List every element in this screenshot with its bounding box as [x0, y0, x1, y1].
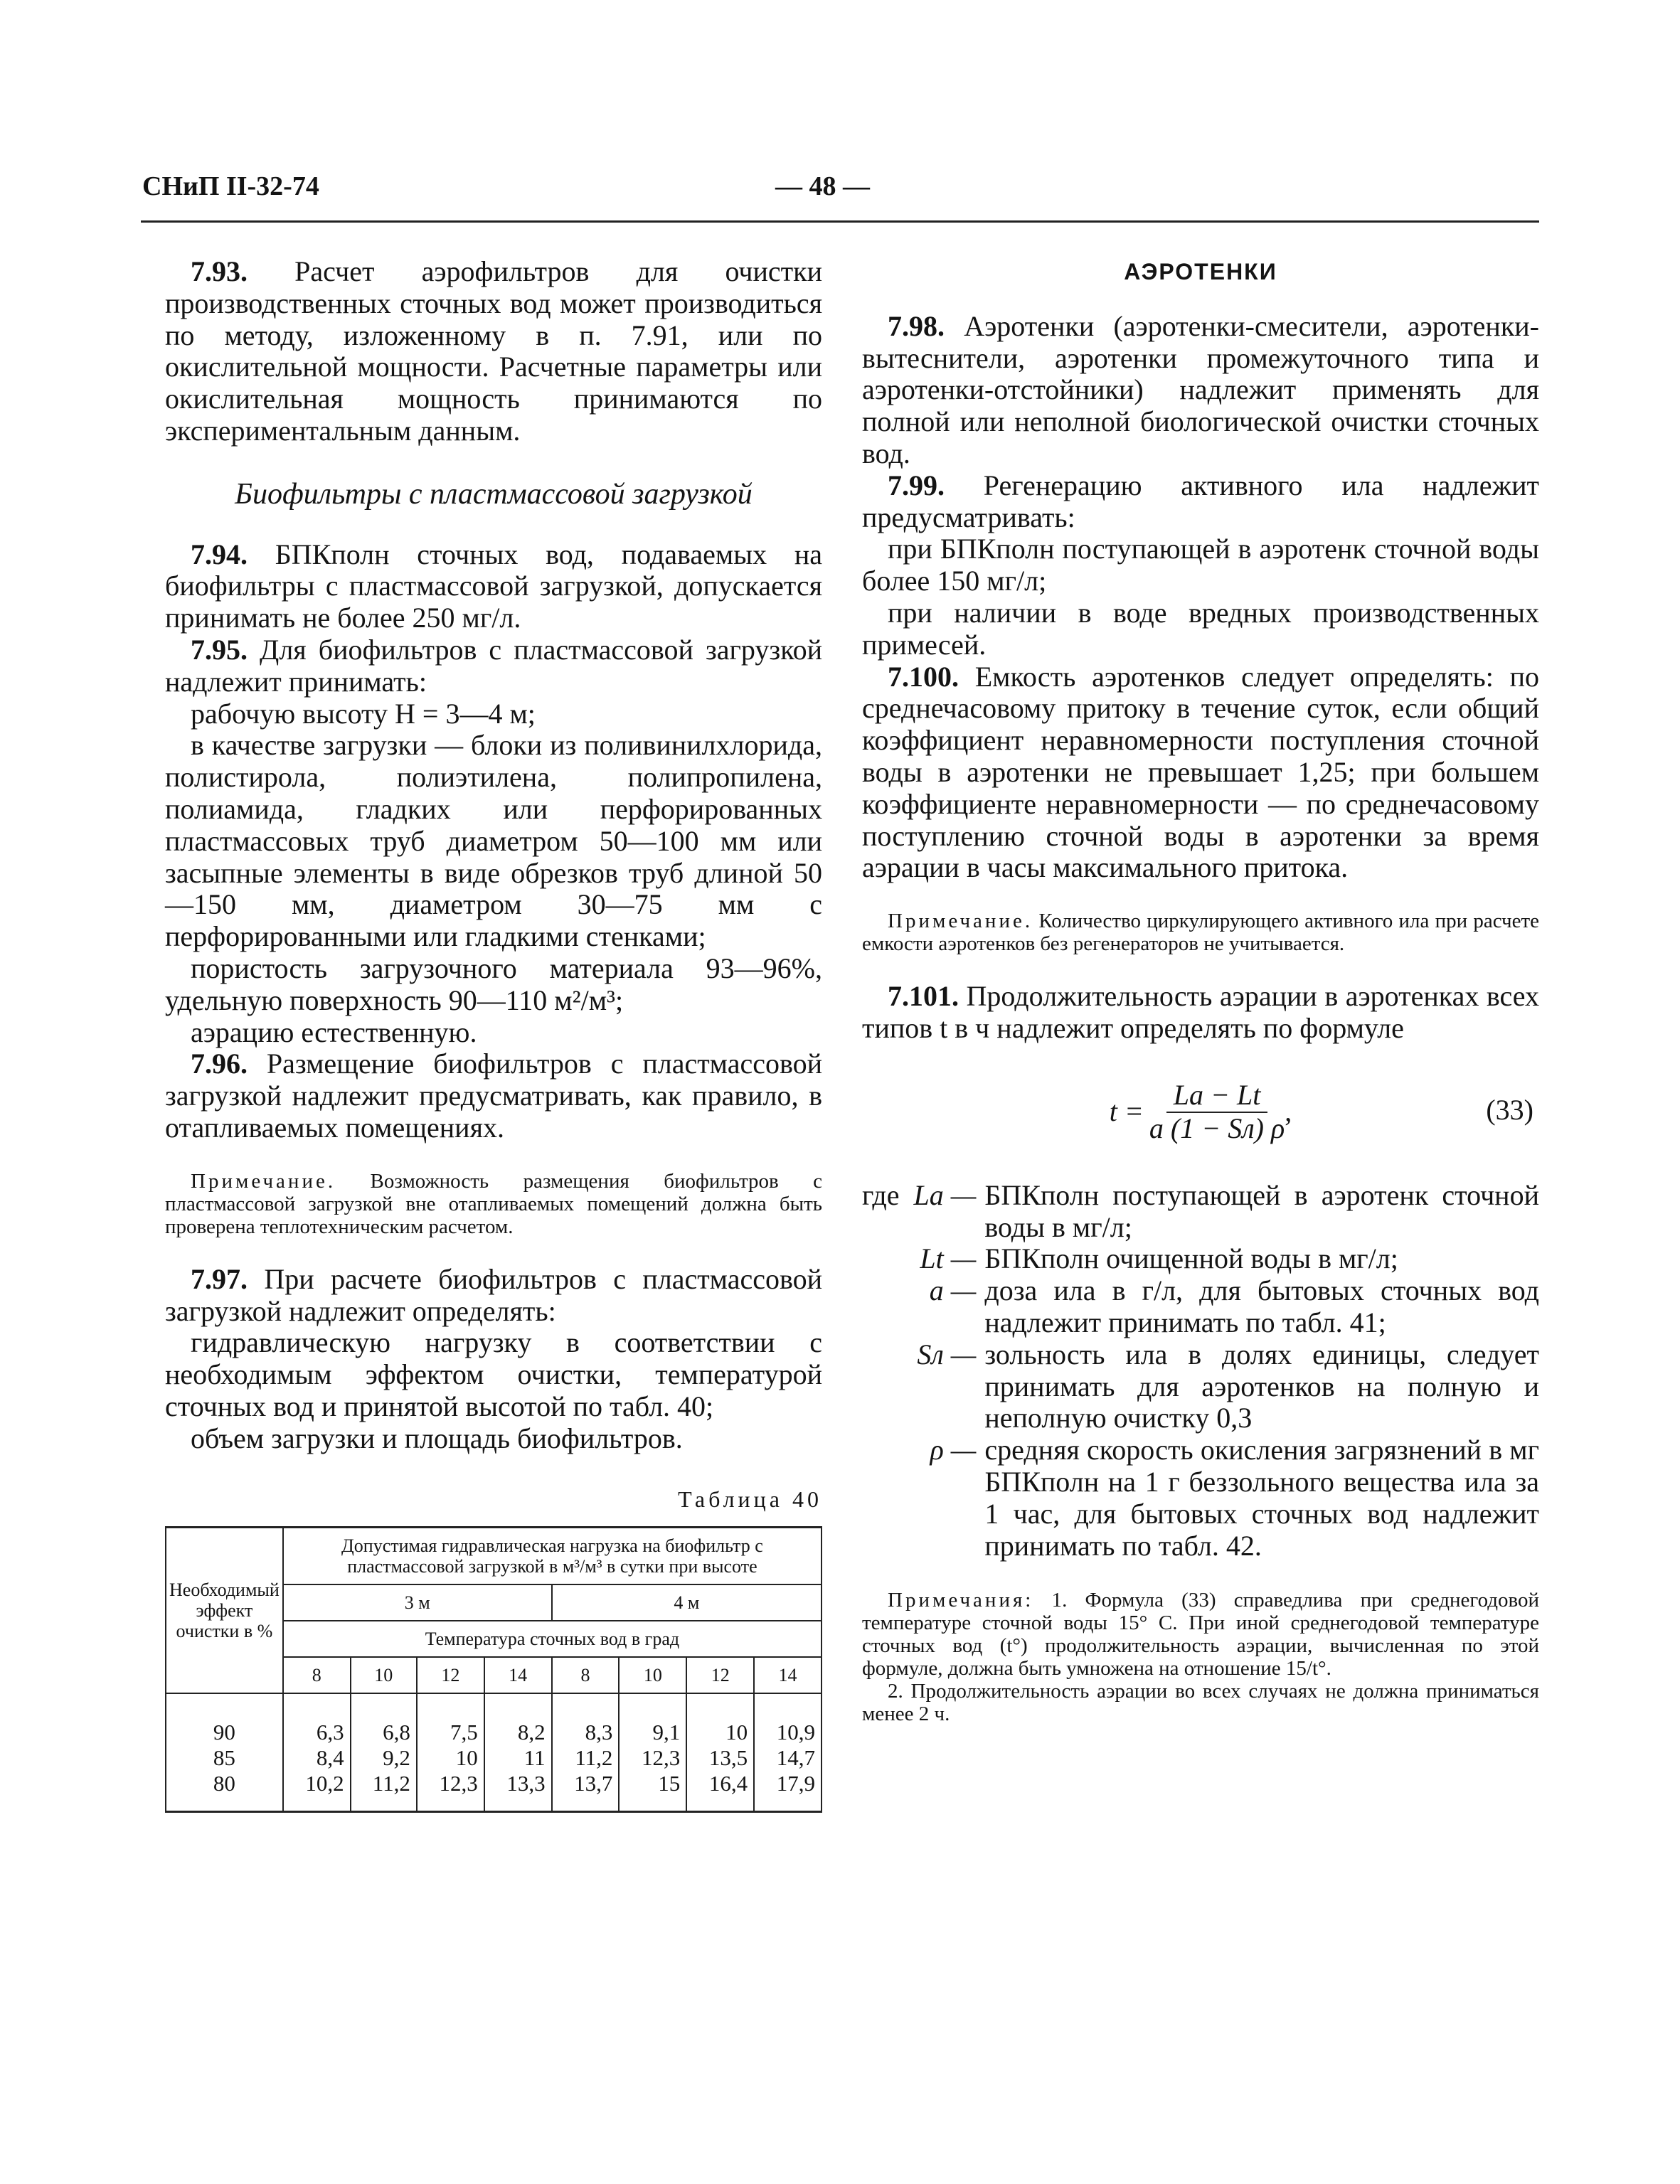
formula-legend — [862, 1180, 1539, 1562]
formula-lhs: t = — [1109, 1095, 1144, 1128]
table-cell: 8,3 — [585, 1720, 613, 1745]
legend-description: зольность ила в долях единицы, следует принимать для аэротенков на полную и неполную очистку 0,3 — [984, 1338, 1539, 1434]
table-cell: 7,5 — [450, 1720, 478, 1745]
legend-symbol-text: Lа — — [913, 1178, 977, 1211]
paragraph-7-94 — [165, 539, 822, 634]
clause-number: 7.100. — [888, 660, 959, 693]
table-cell: 13,7 — [574, 1771, 613, 1796]
list-item: при БПКполн поступающей в аэротенк сточной воды более 150 мг/л; — [862, 533, 1539, 597]
table-header-temperature: Температура сточных вод в град — [283, 1621, 822, 1657]
table-cell: 12,3 — [439, 1771, 478, 1796]
table-cell: 10 — [455, 1745, 478, 1771]
table-column-14 — [754, 1693, 822, 1812]
clause-number: 7.99. — [888, 469, 945, 501]
table-cell: 15 — [658, 1771, 681, 1796]
table-column-12 — [417, 1693, 484, 1812]
clause-text: Для биофильтров с пластмассовой загрузкой надлежит принимать: — [165, 633, 822, 698]
clause-text: Размещение биофильтров с пластмассовой загрузкой надлежит предусматривать, как правило, в отапливаемых помещениях. — [165, 1048, 822, 1144]
notes-label: Примечания: — [888, 1589, 1034, 1612]
note-1 — [862, 1589, 1539, 1680]
note-text: Количество циркулирующего активного ила при расчете емкости аэротенков без регенераторов не учитывается. — [862, 910, 1539, 956]
table-cell: 11,2 — [372, 1771, 410, 1796]
clause-text: Расчет аэрофильтров для очистки производственных сточных вод может производиться по методу, изложенному в п. 7.91, или по окислительной мощности. Расчетные параметры или окислительная мощность принимаются по экспериментальным данным. — [165, 255, 822, 447]
table-40 — [165, 1526, 822, 1813]
clause-number: 7.98. — [888, 309, 945, 342]
table-column-14 — [484, 1693, 552, 1812]
table-header-4m: 4 м — [552, 1584, 822, 1621]
clause-number: 7.95. — [191, 633, 248, 666]
clause-text: Продолжительность аэрации в аэротенках всех типов t в ч надлежит определять по формуле — [862, 980, 1539, 1044]
paragraph-7-95 — [165, 634, 822, 698]
table-header-temp: 12 — [686, 1657, 754, 1693]
table-cell: 10,9 — [776, 1720, 815, 1745]
paragraph-7-98 — [862, 311, 1539, 470]
table-column-8 — [283, 1693, 351, 1812]
section-heading-biofilters: Биофильтры с пластмассовой загрузкой — [235, 477, 753, 511]
legend-symbol: а — — [929, 1274, 977, 1307]
table-header-3m: 3 м — [283, 1584, 552, 1621]
table-caption: Таблица 40 — [678, 1486, 822, 1512]
list-item: при наличии в воде вредных производственных примесей. — [862, 596, 1539, 661]
table-cell: 90 — [213, 1720, 235, 1745]
clause-number: 7.94. — [191, 538, 248, 570]
table-header-temp: 14 — [754, 1657, 822, 1693]
table-column-12 — [686, 1693, 754, 1812]
table-header-temp: 10 — [619, 1657, 686, 1693]
table-column-10 — [619, 1693, 686, 1812]
table-cell-effect — [166, 1693, 283, 1812]
list-item: пористость загрузочного материала 93—96%, удельную поверхность 90—110 м²/м³; — [165, 952, 822, 1016]
table-cell: 11 — [523, 1745, 546, 1771]
formula-numerator: Lа − Lt — [1166, 1080, 1268, 1113]
note-2: 2. Продолжительность аэрации во всех случаях не должна приниматься менее 2 ч. — [862, 1680, 1539, 1726]
table-header-temp: 8 — [283, 1657, 351, 1693]
clause-text: Регенерацию активного ила надлежит предусматривать: — [862, 469, 1539, 533]
table-cell: 10 — [725, 1720, 748, 1745]
note — [862, 910, 1539, 955]
clause-text: При расчете биофильтров с пластмассовой загрузкой надлежит определять: — [165, 1262, 822, 1327]
table-cell: 6,8 — [383, 1720, 410, 1745]
table-column-8 — [552, 1693, 620, 1812]
legend-symbol: Lt — — [920, 1242, 977, 1275]
notes — [862, 1589, 1539, 1725]
paragraph-7-100 — [862, 661, 1539, 885]
table-cell: 10,2 — [305, 1771, 344, 1796]
table-body-row — [166, 1693, 822, 1812]
formula-fraction — [1149, 1080, 1285, 1145]
table-cell: 12,3 — [642, 1745, 681, 1771]
note-label: Примечание. — [888, 910, 1033, 933]
paragraph-7-93 — [165, 256, 822, 447]
clause-text: Емкость аэротенков следует определять: по среднечасовому притоку в течение суток, если общий коэффициент неравномерности поступления сточной воды в аэротенки не превышает 1,25; при большем коэффициенте неравномерности — по среднечасовому поступлению сточной воды в аэротенки за время аэрации в часы максимального притока. — [862, 660, 1539, 884]
formula-33 — [862, 1073, 1539, 1151]
section-heading-aerotanks: АЭРОТЕНКИ — [1124, 259, 1277, 284]
paragraph-7-97 — [165, 1264, 822, 1328]
list-item: рабочую высоту Н = 3—4 м; — [191, 697, 536, 730]
clause-number: 7.101. — [888, 980, 959, 1013]
document-code: СНиП II-32-74 — [142, 171, 319, 201]
formula-denominator: a (1 − Sл) ρ — [1149, 1112, 1285, 1144]
clause-number: 7.97. — [191, 1262, 248, 1295]
legend-description: БПКполн поступающей в аэротенк сточной воды в мг/л; — [984, 1178, 1539, 1243]
clause-number: 7.93. — [191, 255, 248, 287]
paragraph-7-101 — [862, 981, 1539, 1045]
table-cell: 80 — [213, 1771, 235, 1796]
legend-symbol — [862, 1180, 976, 1244]
left-column — [165, 256, 822, 1813]
right-column — [862, 256, 1539, 1725]
legend-symbol: Sл — — [917, 1338, 977, 1370]
formula-number: (33) — [1486, 1093, 1533, 1126]
note — [165, 1170, 822, 1238]
table-header-temp: 8 — [552, 1657, 620, 1693]
table-cell: 13,5 — [708, 1745, 748, 1771]
paragraph-7-96 — [165, 1048, 822, 1144]
legend-prefix: где — [862, 1178, 900, 1211]
table-header-temp: 12 — [417, 1657, 484, 1693]
note-label: Примечание. — [191, 1169, 336, 1193]
table-column-10 — [351, 1693, 417, 1812]
table-cell: 14,7 — [776, 1745, 815, 1771]
table-cell: 17,9 — [776, 1771, 815, 1796]
list-item: гидравлическую нагрузку в соответствии с необходимым эффектом очистки, температурой сточных вод и принятой высотой по табл. 40; — [165, 1326, 822, 1422]
table-cell: 8,4 — [316, 1745, 344, 1771]
table-header-temp: 14 — [484, 1657, 552, 1693]
legend-description: доза ила в г/л, для бытовых сточных вод надлежит принимать по табл. 41; — [984, 1274, 1539, 1338]
legend-description: средняя скорость окисления загрязнений в мг БПКполн на 1 г беззольного вещества ила за 1 час, для бытовых сточных вод надлежит принимать по табл. 42. — [984, 1434, 1539, 1562]
table-cell: 13,3 — [506, 1771, 546, 1796]
table-cell: 9,1 — [652, 1720, 681, 1745]
note-text: Возможность размещения биофильтров с пластмассовой загрузкой вне отапливаемых помещений должна быть проверена теплотехническим расчетом. — [165, 1169, 822, 1238]
table-header-group: Допустимая гидравлическая нагрузка на биофильтр с пластмассовой загрузкой в м³/м³ в сутки при высоте — [283, 1528, 822, 1585]
table-cell: 6,3 — [316, 1720, 344, 1745]
table-cell: 16,4 — [708, 1771, 748, 1796]
page-number: — 48 — — [775, 171, 870, 201]
list-item: аэрацию естественную. — [191, 1016, 477, 1048]
legend-symbol: ρ — — [930, 1434, 977, 1466]
table-cell: 8,2 — [517, 1720, 546, 1745]
table-cell: 85 — [213, 1745, 235, 1771]
list-item: объем загрузки и площадь биофильтров. — [191, 1422, 683, 1454]
paragraph-7-99 — [862, 470, 1539, 534]
table-cell: 9,2 — [383, 1745, 410, 1771]
table-cell: 11,2 — [575, 1745, 613, 1771]
clause-text: Аэротенки (аэротенки-смесители, аэротенки-вытеснители, аэротенки промежуточного типа и аэротенки-отстойники) надлежит применять для полной или неполной биологической очистки сточных вод. — [862, 309, 1539, 469]
table-header-temp: 10 — [351, 1657, 417, 1693]
legend-description: БПКполн очищенной воды в мг/л; — [984, 1242, 1398, 1275]
table-header-effect: Необходимый эффект очистки в % — [166, 1528, 283, 1694]
clause-number: 7.96. — [191, 1048, 248, 1080]
header-rule — [141, 220, 1539, 223]
clause-text: БПКполн сточных вод, подаваемых на биофильтры с пластмассовой загрузкой, допускается принимать не более 250 мг/л. — [165, 538, 822, 634]
formula-tail: , — [1285, 1095, 1292, 1128]
list-item: в качестве загрузки — блоки из поливинилхлорида, полистирола, полиэтилена, полипропилена, полиамида, гладких или перфорированных пластмассовых труб диаметром 50—100 мм или засыпные элементы в виде обрезков труб длиной 50—150 мм, диаметром 30—75 мм с перфорированными или гладкими стенками; — [165, 729, 822, 953]
note-text: 1. Формула (33) справедлива при среднегодовой температуре сточной воды 15° С. При иной среднегодовой температуре сточных вод (t°) продолжительность аэрации, вычисленная по этой формуле, должна быть умножена на отношение 15/t°. — [862, 1589, 1539, 1680]
